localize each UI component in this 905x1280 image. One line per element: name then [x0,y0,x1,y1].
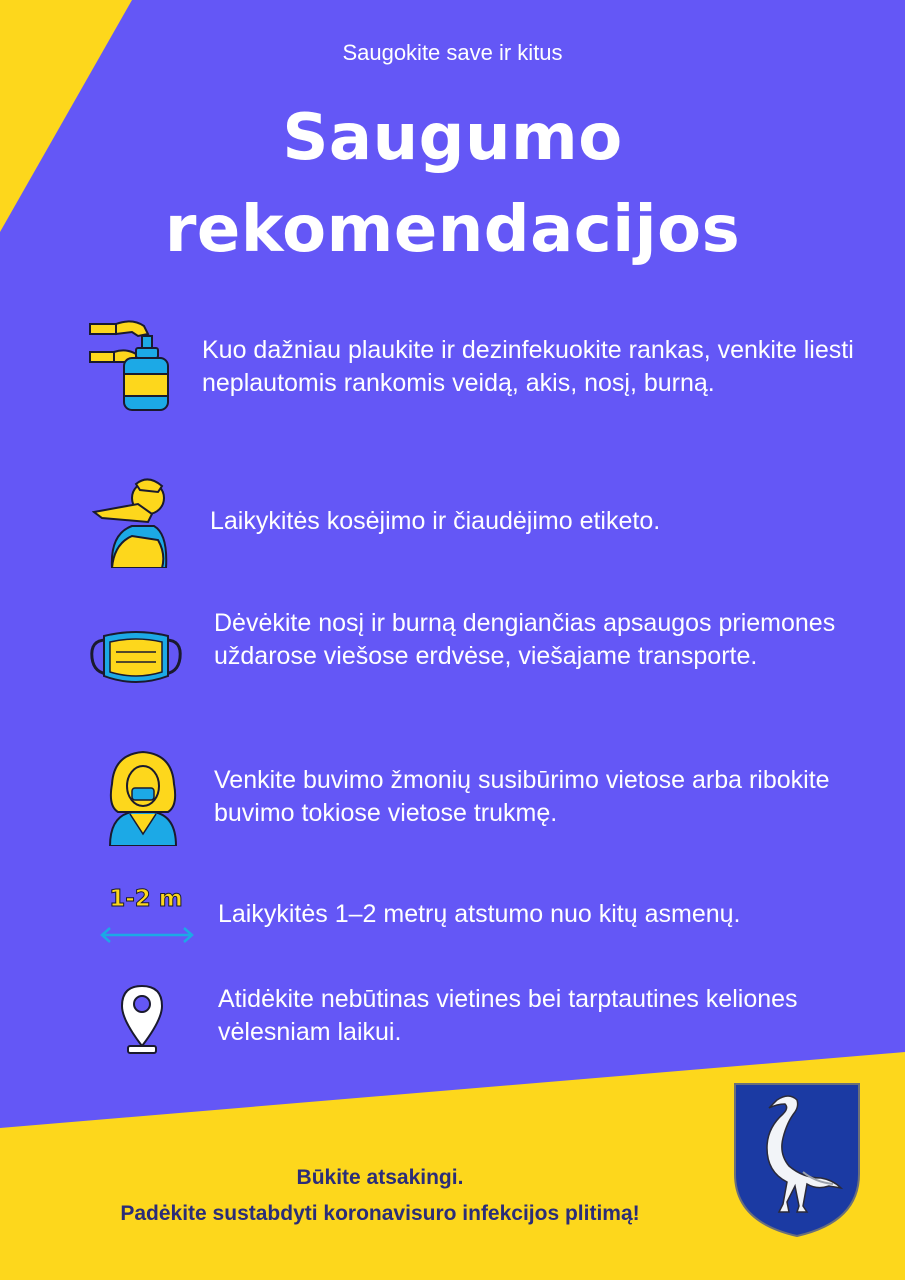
crane-coat-of-arms-icon [733,1082,861,1238]
item-face-mask-text: Dėvėkite nosį ir burną dengiančias apsaugos priemones uždarose viešose erdvėse, viešajame transporte. [214,609,836,670]
page-title [0,92,905,276]
distance-icon-label: 1-2 m [109,886,183,912]
title-line-1: Saugumo [282,101,623,175]
item-travel-text: Atidėkite nebūtinas vietines bei tarptautines keliones vėlesniam laikui. [218,985,798,1046]
face-mask-icon [88,626,184,688]
footer-line-1: Būkite atsakingi. [296,1166,464,1189]
distance-icon [98,886,198,948]
cough-etiquette-icon [92,474,170,568]
item-avoid-crowds-text: Venkite buvimo žmonių susibūrimo vietose arba ribokite buvimo tokiose vietose trukmę. [214,766,830,827]
page-subtitle: Saugokite save ir kitus [342,40,563,65]
hand-sanitizer-icon [88,318,172,412]
item-distance-text: Laikykitės 1–2 metrų atstumo nuo kitų asmenų. [218,900,741,928]
footer-line-2: Padėkite sustabdyti koronavisuro infekcijos plitimą! [120,1202,640,1225]
footer-message [0,1160,760,1232]
title-line-2: rekomendacijos [164,193,741,267]
location-pin-icon [118,984,166,1056]
item-hand-hygiene-text: Kuo dažniau plaukite ir dezinfekuokite rankas, venkite liesti neplautomis rankomis veidą, akis, nosį, burną. [202,336,854,397]
masked-person-icon [104,750,182,846]
item-cough-etiquette-text: Laikykitės kosėjimo ir čiaudėjimo etiketo. [210,507,661,535]
distance-arrow-icon [98,926,196,944]
